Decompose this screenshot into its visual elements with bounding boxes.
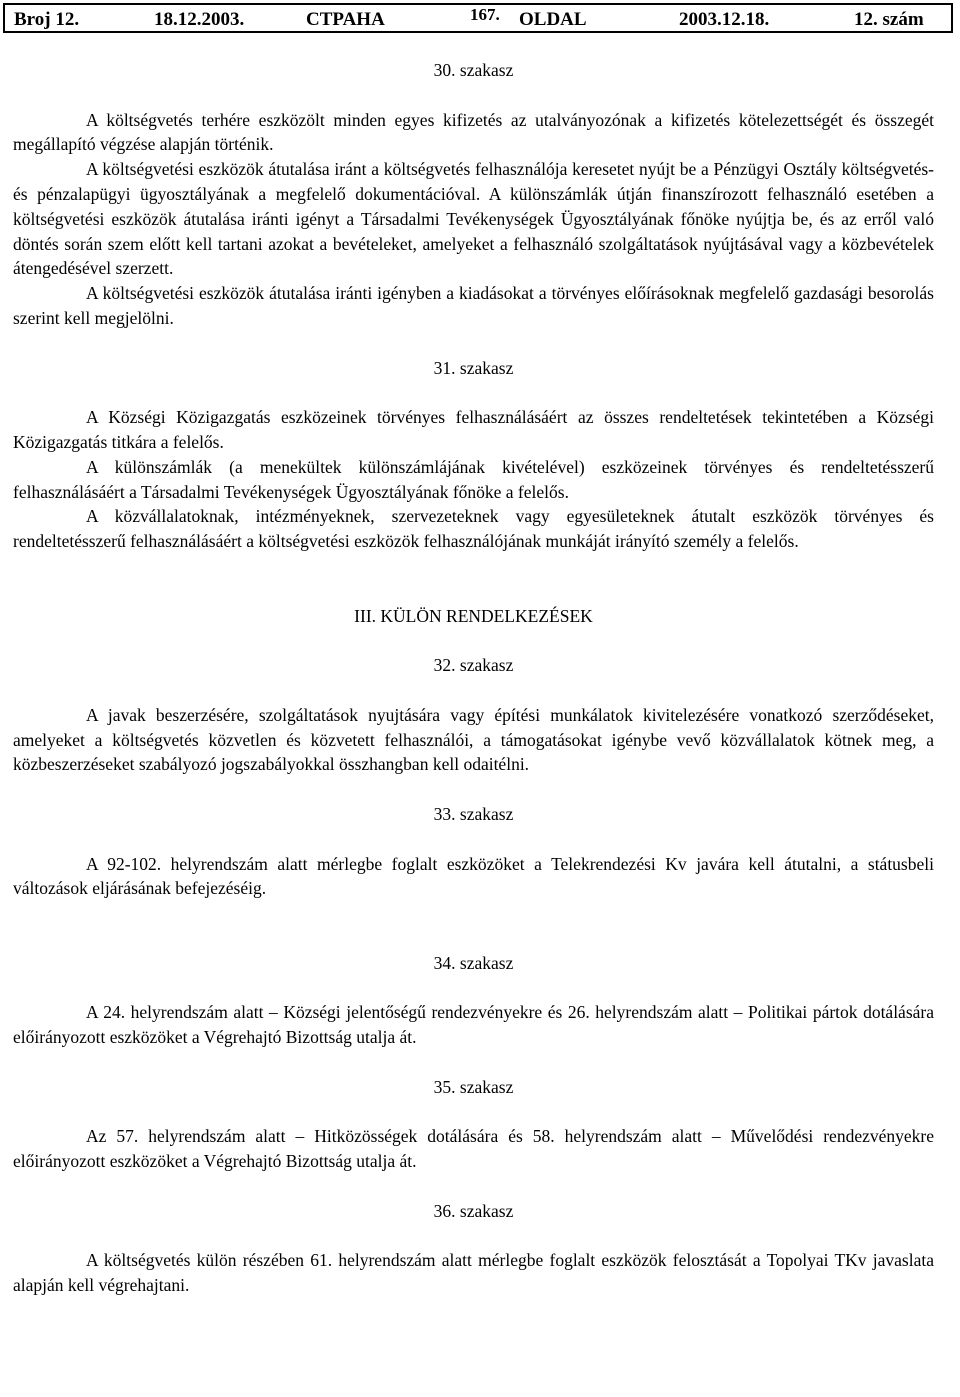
issue-number: Broj 12. [14,9,80,30]
paragraph-33: A 92-102. helyrendszám alatt mérlegbe foglalt eszközöket a Telekrendezési Kv javára kell átutalni, a státusbeli változások eljárásának befejezéséig. [13,853,934,899]
page-label-cyrillic: CTPAHA [306,9,385,30]
section-heading-36: 36. szakasz [433,1200,514,1221]
page-label-hungarian: OLDAL [519,9,587,30]
paragraph-34: A 24. helyrendszám alatt – Községi jelentőségű rendezvényekre és 26. helyrendszám alatt – Politikai pártok dotálására előirányozott eszközöket a Végrehajtó Bizottság utalja át. [13,1002,934,1048]
page-number: 167. [470,5,500,24]
section-heading-34: 34. szakasz [433,952,514,973]
page-header [3,3,953,33]
paragraph-31-3: A közvállalatoknak, intézményeknek, szervezeteknek vagy egyesületeknek átutalt eszközök törvényes és rendeltetésszerű felhasználásáért a költségvetési eszközök felhasználójának munkáját irányító személy a felelős. [13,506,934,552]
paragraph-36: A költségvetés külön részében 61. helyrendszám alatt mérlegbe foglalt eszközök felosztását a Topolyai TKv javaslata alapján kell végrehajtani. [13,1250,934,1296]
paragraph-32: A javak beszerzésére, szolgáltatások nyujtására vagy építési munkálatok kivitelezésére vonatkozó szerződéseket, amelyeket a költségvetés közvetlen és közvetett felhasználói, a támogatásokat igénybe vevő közvállalatok kötnek meg, a közbeszerzéseket szabályozó jogszabályokkal összhangban kell odaitélni. [13,704,934,775]
document-body [13,58,934,1298]
paragraph-30-1: A költségvetés terhére eszközölt minden egyes kifizetés az utalványozónak a kifizetés kötelezettségét és összegét megállapító végzése alapján történik. [13,109,934,155]
section-heading-32: 32. szakasz [433,655,514,676]
section-heading-31: 31. szakasz [433,357,514,378]
date-hungarian: 2003.12.18. [679,9,770,30]
date-cyrillic: 18.12.2003. [154,9,245,30]
paragraph-30-3: A költségvetési eszközök átutalása iránti igényben a kiadásokat a törvényes előírásoknak megfelelő gazdasági besorolás szerint kell megjelölni. [13,283,934,328]
paragraph-31-2: A különszámlák (a menekültek különszámlájának kivételével) eszközeinek törvényes és rendeltetésszerű felhasználásáért a Társadalmi Tevékenységek Ügyosztályának főnöke a felelős. [13,456,934,502]
issue-number-hungarian: 12. szám [854,9,924,30]
section-heading-35: 35. szakasz [433,1076,514,1097]
paragraph-35: Az 57. helyrendszám alatt – Hitközösségek dotálására és 58. helyrendszám alatt – Művelődési rendezvényekre előirányozott eszközöket a Végrehajtó Bizottság utalja át. [13,1126,934,1172]
section-heading-33: 33. szakasz [433,803,514,824]
chapter-heading: III. KÜLÖN RENDELKEZÉSEK [354,605,593,626]
paragraph-30-2: A költségvetési eszközök átutalása iránt a költségvetés felhasználója keresetet nyújt be a Pénzügyi Osztály költségvetés- és pénzalapügyi ügyosztályának a megfelelő dokumentációval. A különszámlák útján finanszírozott felhasználó esetében a költségvetési eszközök átutalása iránti igényt a Társadalmi Tevékenységek Ügyosztályának főnöke nyújtja be, és az erről való döntés során szem előtt kell tartani azokat a bevételeket, amelyeket a felhasználó szolgáltatások nyújtásával vagy a közbevételek átengedésével szerzett. [13,159,934,279]
paragraph-31-1: A Községi Közigazgatás eszközeinek törvényes felhasználásáért az összes rendeltetések tekintetében a Községi Közigazgatás titkára a felelős. [13,407,934,452]
section-heading-30: 30. szakasz [433,60,514,80]
